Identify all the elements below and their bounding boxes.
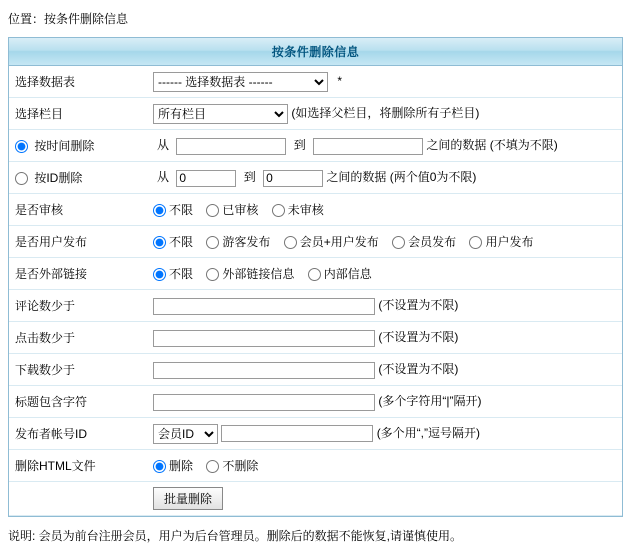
row-downloads-lt	[9, 354, 622, 386]
audit-option-1[interactable]	[206, 201, 258, 218]
condition-form	[9, 66, 622, 516]
row-by-id	[9, 162, 622, 194]
cell-publisher-id	[147, 418, 622, 450]
label-user-post: 是否用户发布	[9, 226, 147, 258]
audit-radio-1[interactable]	[206, 204, 219, 217]
row-submit	[9, 482, 622, 516]
row-title-contains	[9, 386, 622, 418]
by-id-from-input[interactable]	[176, 170, 236, 187]
label-datatable: 选择数据表	[9, 66, 147, 98]
row-external-link	[9, 258, 622, 290]
user-post-radio-0[interactable]	[153, 236, 166, 249]
required-asterisk: *	[337, 73, 343, 88]
row-user-post	[9, 226, 622, 258]
external-link-radio-1[interactable]	[206, 268, 219, 281]
by-time-to-input[interactable]	[313, 138, 423, 155]
delete-html-radio-1[interactable]	[206, 460, 219, 473]
delete-by-condition-panel	[8, 37, 623, 517]
audit-label-2: 未审核	[287, 203, 324, 217]
by-id-to-input[interactable]	[263, 170, 323, 187]
row-delete-html	[9, 450, 622, 482]
external-link-option-0[interactable]	[153, 265, 193, 282]
datatable-select[interactable]	[153, 72, 328, 92]
label-by-id	[9, 162, 147, 194]
submit-spacer	[9, 482, 147, 516]
hits-lt-hint: (不设置为不限)	[378, 330, 459, 345]
cell-comments-lt	[147, 290, 622, 322]
delete-html-label-1: 不删除	[222, 459, 259, 473]
cell-downloads-lt	[147, 354, 622, 386]
label-delete-html: 删除HTML文件	[9, 450, 147, 482]
label-downloads-lt: 下载数少于	[9, 354, 147, 386]
publisher-id-hint: (多个用“,”逗号隔开)	[376, 425, 481, 440]
by-id-label: 按ID删除	[34, 171, 83, 185]
external-link-option-2[interactable]	[308, 265, 372, 282]
user-post-option-1[interactable]	[206, 233, 270, 250]
delete-html-radio-0[interactable]	[153, 460, 166, 473]
by-id-to-label: 到	[243, 170, 256, 185]
cell-submit	[147, 482, 622, 516]
user-post-label-3: 会员发布	[408, 235, 457, 249]
cell-datatable	[147, 66, 622, 98]
external-link-label-0: 不限	[169, 267, 194, 281]
user-post-label-4: 用户发布	[485, 235, 534, 249]
cell-column	[147, 98, 622, 130]
column-hint: (如选择父栏目，将删除所有子栏目)	[291, 105, 480, 120]
downloads-lt-hint: (不设置为不限)	[378, 362, 459, 377]
label-comments-lt: 评论数少于	[9, 290, 147, 322]
audit-option-0[interactable]	[153, 201, 193, 218]
title-contains-hint: (多个字符用“|”隔开)	[378, 394, 482, 409]
delete-html-option-1[interactable]	[206, 457, 258, 474]
comments-lt-hint: (不设置为不限)	[378, 298, 459, 313]
audit-label-0: 不限	[169, 203, 194, 217]
publisher-type-select[interactable]	[153, 424, 218, 444]
delete-html-label-0: 删除	[169, 459, 194, 473]
breadcrumb: 位置：按条件删除信息	[8, 12, 129, 26]
row-by-time	[9, 130, 622, 162]
user-post-option-2[interactable]	[284, 233, 379, 250]
audit-radio-2[interactable]	[272, 204, 285, 217]
user-post-label-1: 游客发布	[222, 235, 271, 249]
cell-title-contains	[147, 386, 622, 418]
row-publisher-id	[9, 418, 622, 450]
label-title-contains: 标题包含字符	[9, 386, 147, 418]
footer-note: 说明: 会员为前台注册会员，用户为后台管理员。删除后的数据不能恢复,请谨慎使用。	[8, 529, 463, 543]
row-audit	[9, 194, 622, 226]
cell-hits-lt	[147, 322, 622, 354]
comments-lt-input[interactable]	[153, 298, 375, 315]
by-time-from-label: 从	[157, 138, 170, 153]
column-select[interactable]	[153, 104, 288, 124]
label-by-time	[9, 130, 147, 162]
external-link-radio-0[interactable]	[153, 268, 166, 281]
user-post-label-0: 不限	[169, 235, 194, 249]
audit-radio-0[interactable]	[153, 204, 166, 217]
publisher-id-input[interactable]	[221, 425, 373, 442]
cell-delete-html	[147, 450, 622, 482]
cell-by-id	[147, 162, 622, 194]
title-contains-input[interactable]	[153, 394, 375, 411]
user-post-radio-3[interactable]	[392, 236, 405, 249]
hits-lt-input[interactable]	[153, 330, 375, 347]
external-link-option-1[interactable]	[206, 265, 294, 282]
downloads-lt-input[interactable]	[153, 362, 375, 379]
row-hits-lt	[9, 322, 622, 354]
by-id-hint: 之间的数据 (两个值0为不限)	[326, 170, 477, 185]
cell-by-time	[147, 130, 622, 162]
external-link-label-2: 内部信息	[323, 267, 372, 281]
label-column: 选择栏目	[9, 98, 147, 130]
user-post-radio-2[interactable]	[284, 236, 297, 249]
by-time-radio[interactable]	[15, 140, 28, 153]
label-audit: 是否审核	[9, 194, 147, 226]
cell-audit	[147, 194, 622, 226]
row-datatable	[9, 66, 622, 98]
user-post-radio-1[interactable]	[206, 236, 219, 249]
user-post-option-3[interactable]	[392, 233, 456, 250]
audit-option-2[interactable]	[272, 201, 324, 218]
user-post-radio-4[interactable]	[469, 236, 482, 249]
row-column	[9, 98, 622, 130]
row-comments-lt	[9, 290, 622, 322]
label-external-link: 是否外部链接	[9, 258, 147, 290]
delete-html-option-0[interactable]	[153, 457, 193, 474]
by-time-to-label: 到	[293, 138, 306, 153]
by-time-from-input[interactable]	[176, 138, 286, 155]
batch-delete-button[interactable]: 批量删除	[153, 487, 223, 510]
label-publisher-id: 发布者帐号ID	[9, 418, 147, 450]
cell-external-link	[147, 258, 622, 290]
user-post-label-2: 会员+用户发布	[299, 235, 379, 249]
label-hits-lt: 点击数少于	[9, 322, 147, 354]
by-id-from-label: 从	[157, 170, 170, 185]
panel-title: 按条件删除信息	[9, 38, 622, 66]
external-link-radio-2[interactable]	[308, 268, 321, 281]
by-id-radio[interactable]	[15, 172, 28, 185]
external-link-label-1: 外部链接信息	[222, 267, 295, 281]
audit-label-1: 已审核	[222, 203, 259, 217]
user-post-option-0[interactable]	[153, 233, 193, 250]
user-post-option-4[interactable]	[469, 233, 533, 250]
by-time-label: 按时间删除	[34, 139, 95, 153]
by-time-hint: 之间的数据 (不填为不限)	[426, 138, 558, 153]
cell-user-post	[147, 226, 622, 258]
